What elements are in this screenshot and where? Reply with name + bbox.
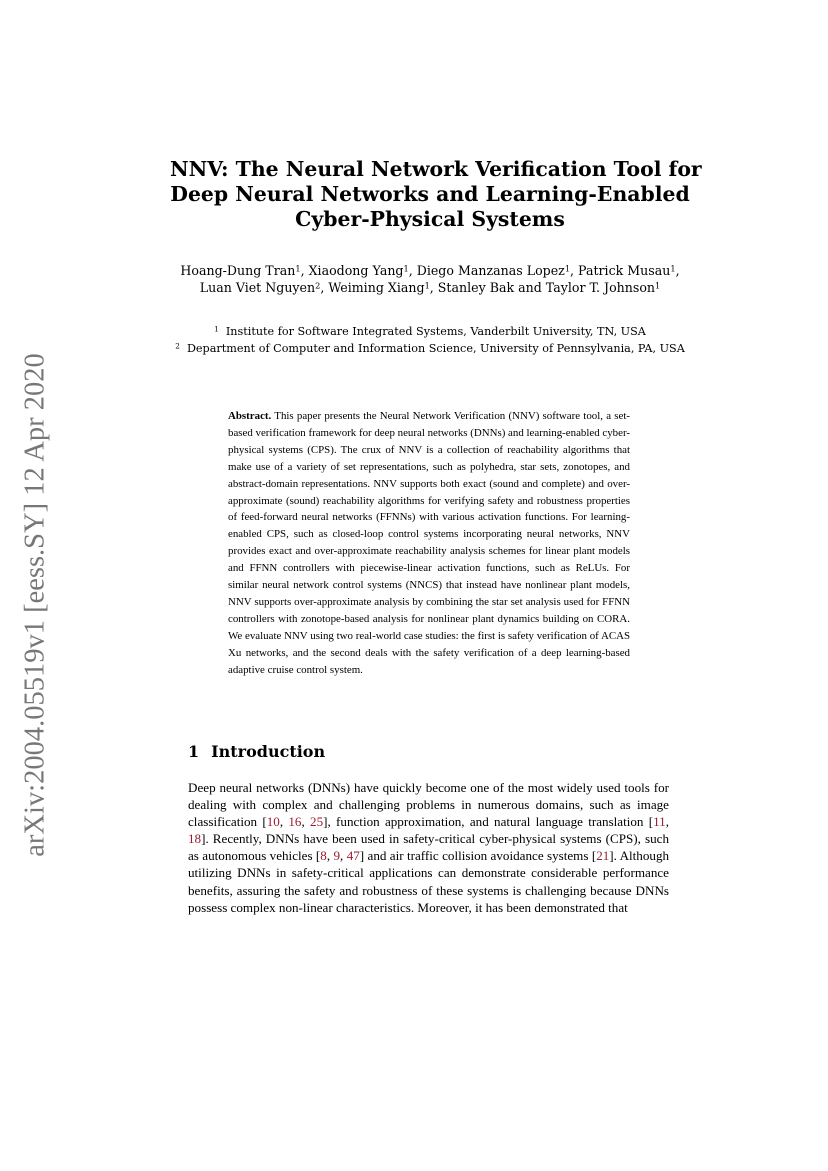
intro-text: , [279, 814, 289, 830]
intro-text: ], function approximation, and natural language translation [ [323, 814, 654, 830]
abstract-text: This paper presents the Neural Network Verification (NNV) software tool, a set-based verification framework for deep neural networks (DNNs) and learning-enabled cyber-physical systems (CPS). The crux of NNV is a collection of reachability algorithms that make use of a variety of set representations, such as polyhedra, star sets, zonotopes, and abstract-domain representations. NNV supports both exact (sound and complete) and over-approximate (sound) reachability algorithms for verifying safety and robustness properties of feed-forward neural networks (FFNNs) with various activation functions. For learning-enabled CPS, such as closed-loop control systems incorporating neural networks, NNV provides exact and over-approximate reachability analysis schemes for linear plant models and FFNN controllers with piecewise-linear activation functions, such as ReLUs. For similar neural network control systems (NNCS) that instead have nonlinear plant models, NNV supports over-approximate analysis by combining the star set analysis used for FFNN controllers with zonotope-based analysis for nonlinear plant dynamics building on CORA. We evaluate NNV using two real-world case studies: the first is safety verification of ACAS Xu networks, and the second deals with the safety verification of a deep learning-based adaptive cruise control system. [228, 410, 630, 676]
affiliation-number: 2 [175, 341, 180, 351]
author-affiliation-mark: 1 [295, 263, 301, 274]
affiliation-line [170, 340, 690, 357]
citation-link[interactable]: 9 [333, 848, 341, 864]
affiliation-list [170, 323, 690, 357]
affiliation-text: Institute for Software Integrated Systems, Vanderbilt University, TN, USA [225, 325, 646, 338]
citation-link[interactable]: 18 [188, 831, 202, 847]
intro-text: , [665, 814, 670, 830]
citation-link[interactable]: 25 [310, 814, 324, 830]
title-line: NNV: The Neural Network Verification Tool for [170, 157, 702, 181]
citation-link[interactable]: 10 [266, 814, 280, 830]
abstract-label: Abstract. [228, 410, 272, 422]
author-affiliation-mark: 1 [564, 263, 571, 274]
intro-text: , [340, 848, 347, 864]
author-name: Weiming Xiang [328, 280, 425, 295]
paper-title [170, 157, 702, 232]
author-list: Hoang-Dung Tran$^1$, Xiaodong Yang$^1$, Diego Manzanas Lopez$^1$, Patrick Musau$^1$, Luan Viet Nguyen$^2$, Weiming Xiang$^1$, Stanley Bak and Taylor T. Johnson$^1$ [180, 263, 680, 295]
intro-text: ]. Recently, DNNs have been used in safety-critical cyber-physical systems (CPS), such as autonomous vehicles [ [188, 831, 669, 864]
affiliation-number: 1 [214, 324, 219, 334]
affiliation-text: Department of Computer and Information Science, University of Pennsylvania, PA, USA [186, 342, 685, 355]
author-affiliation-mark: 1 [655, 280, 661, 291]
section-title: Introduction [211, 742, 326, 761]
affiliation-line [170, 323, 690, 340]
introduction-paragraph [188, 779, 669, 916]
arxiv-identifier-text: arXiv:2004.05519v1 [eess.SY] 12 Apr 2020 [20, 353, 51, 857]
citation-link[interactable]: 8 [320, 848, 327, 864]
title-line: Cyber-Physical Systems [295, 207, 565, 231]
title-line: Deep Neural Networks and Learning-Enabled [170, 182, 690, 206]
citation-link[interactable]: 16 [288, 814, 302, 830]
author-name: Stanley Bak [437, 280, 515, 295]
author-affiliation-mark: 2 [315, 280, 321, 291]
citation-link[interactable]: 11 [653, 814, 666, 830]
intro-text: , [326, 848, 334, 864]
author-name: Patrick Musau [578, 263, 671, 278]
section-number: 1 [188, 742, 200, 761]
author-name: Taylor T. Johnson [545, 280, 656, 295]
author-name: Hoang-Dung Tran [180, 263, 296, 278]
intro-text: ] and air traffic collision avoidance systems [ [359, 848, 597, 864]
arxiv-identifier-stamp [18, 350, 54, 860]
author-name: Diego Manzanas Lopez [416, 263, 565, 278]
section-heading [188, 742, 325, 761]
citation-link[interactable]: 21 [596, 848, 610, 864]
author-affiliation-mark: 1 [403, 263, 409, 274]
intro-text: ]. Although utilizing DNNs in safety-critical applications can demonstrate considerable performance benefits, assuring the safety and robustness of these systems is challenging because DNNs possess complex non-linear characteristics. Moreover, it has been demonstrated that [188, 848, 670, 915]
author-name: Xiaodong Yang [308, 263, 404, 278]
intro-text: Deep neural networks (DNNs) have quickly become one of the most widely used tools for dealing with complex and challenging problems in numerous domains, such as image classification [ [188, 780, 669, 830]
author-affiliation-mark: 1 [424, 280, 430, 291]
author-name: Luan Viet Nguyen [199, 280, 316, 295]
author-affiliation-mark: 1 [670, 263, 676, 274]
abstract-block [228, 408, 630, 679]
intro-text: , [301, 814, 311, 830]
citation-link[interactable]: 47 [346, 848, 360, 864]
